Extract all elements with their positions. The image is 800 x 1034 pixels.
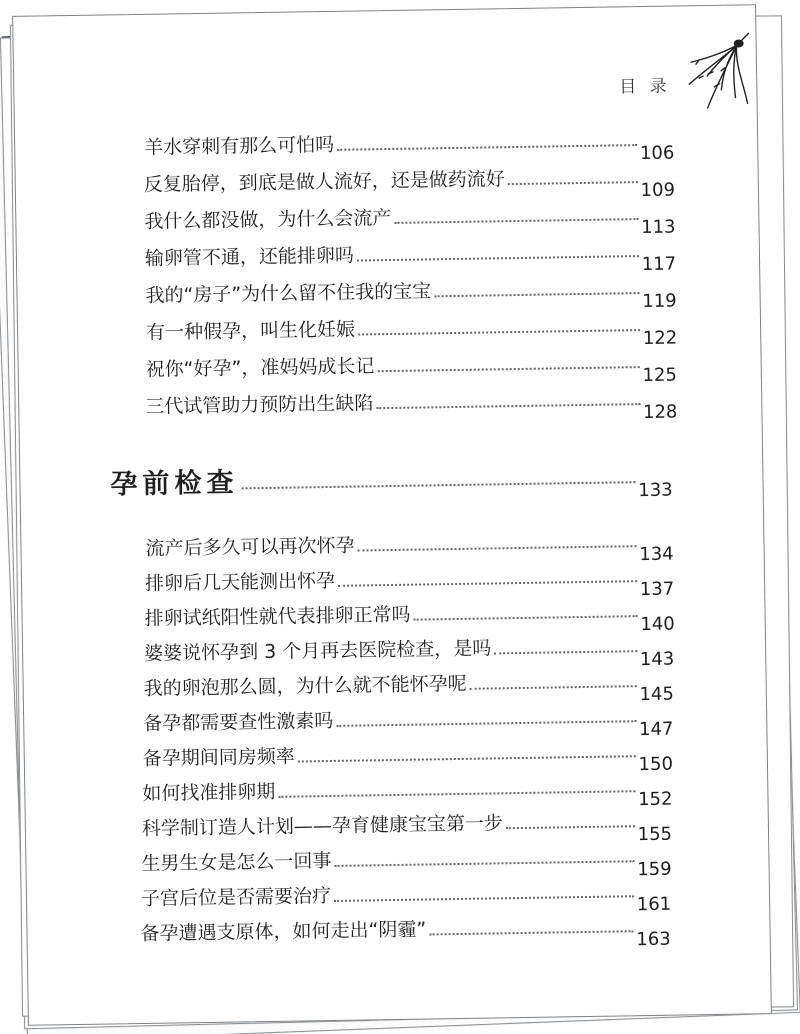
- toc-entry[interactable]: [145, 340, 678, 387]
- toc-entry-page: 106: [639, 142, 675, 165]
- toc-entry-page: 159: [637, 858, 672, 881]
- dot-leader: [336, 720, 636, 727]
- toc-entry-title: 羊水穿刺有那么可怕吗: [144, 133, 335, 159]
- toc-entry-title: 我的“房子”为什么留不住我的宝宝: [145, 280, 432, 307]
- dot-leader: [334, 895, 634, 902]
- toc-entry[interactable]: [145, 266, 677, 313]
- dot-leader: [376, 403, 640, 409]
- toc-entry-title: 输卵管不通，还能排卵吗: [144, 244, 355, 270]
- toc-entry-title: 有一种假孕，叫生化妊娠: [145, 318, 356, 344]
- dot-leader: [278, 790, 635, 798]
- toc-entry-page: 122: [642, 327, 678, 350]
- toc-entry-title: 备孕期间同房频率: [142, 745, 295, 770]
- dot-leader: [335, 860, 635, 867]
- toc-entry-page: 119: [642, 290, 677, 313]
- dot-leader: [494, 650, 636, 654]
- toc-entry-title: 科学制订造人计划——孕育健康宝宝第一步: [141, 812, 504, 840]
- toc-entry[interactable]: [144, 229, 677, 276]
- dot-leader: [377, 366, 639, 372]
- dot-leader: [394, 218, 638, 224]
- toc-entry-page: 117: [641, 253, 677, 276]
- dot-leader: [470, 685, 637, 690]
- toc-entry-page: 128: [642, 401, 678, 424]
- dot-leader: [434, 292, 639, 297]
- toc-entry[interactable]: [145, 377, 678, 424]
- toc-entry-title: 排卵后几天能测出怀孕: [144, 569, 336, 595]
- dot-leader: [358, 545, 637, 551]
- toc-entry-page: 143: [639, 648, 675, 671]
- toc-entry-page: 147: [638, 718, 674, 741]
- toc-entry-title: 生男生女是怎么一回事: [141, 849, 332, 875]
- toc-page: [12, 4, 772, 1026]
- dot-leader: [298, 755, 636, 762]
- toc-entry-title: 我什么都没做，为什么会流产: [144, 206, 392, 233]
- dot-leader: [414, 615, 638, 621]
- dot-leader: [429, 930, 633, 935]
- toc-entry-page: 163: [636, 928, 671, 951]
- dot-leader: [337, 144, 637, 151]
- toc-entry-page: 150: [638, 753, 674, 776]
- toc-entry-page: 134: [639, 543, 674, 566]
- toc-entry[interactable]: [143, 155, 676, 202]
- section-title: 孕前检查: [110, 467, 239, 501]
- toc-entry-title: 反复胎停，到底是做人流好，还是做药流好: [143, 168, 505, 196]
- toc-entry-page: 125: [642, 364, 678, 387]
- toc-entry-page: 109: [640, 179, 676, 202]
- toc-entry-page: 113: [640, 216, 676, 239]
- toc-entry-page: 152: [637, 788, 673, 811]
- toc-entry-title: 婆婆说怀孕到 3 个月再去医院检查，是吗: [143, 637, 492, 665]
- dot-leader: [506, 825, 635, 829]
- toc-entry-title: 子宫后位是否需要治疗: [140, 885, 332, 910]
- toc-entry[interactable]: [144, 118, 675, 165]
- toc-entry-page: 155: [637, 823, 673, 846]
- dot-leader: [357, 255, 639, 261]
- toc-entry-title: 如何找准排卵期: [142, 780, 276, 805]
- section-page: 133: [638, 479, 673, 502]
- running-head: 目 录: [619, 76, 671, 98]
- toc-entry-title: 备孕都需要查性激素吗: [143, 709, 334, 735]
- toc-entry-title: 祝你“好孕”，准妈妈成长记: [145, 355, 375, 381]
- dot-leader: [358, 329, 640, 335]
- dot-leader: [508, 181, 638, 185]
- toc-entry-title: 我的卵泡那么圆，为什么就不能怀孕呢: [143, 672, 467, 700]
- toc-entry-page: 140: [640, 613, 675, 636]
- toc-entry-title: 流产后多久可以再次怀孕: [145, 534, 355, 560]
- toc-entry-page: 145: [639, 683, 675, 706]
- toc-entry[interactable]: [144, 192, 676, 239]
- dot-leader: [338, 580, 637, 587]
- toc-entry-title: 三代试管助力预防出生缺陷: [145, 392, 374, 418]
- toc-entry[interactable]: [145, 303, 678, 350]
- toc-entry-page: 161: [636, 893, 672, 916]
- toc-entry-title: 排卵试纸阳性就代表排卵正常吗: [144, 603, 411, 630]
- toc-entry-page: 137: [639, 578, 675, 601]
- toc-section-heading[interactable]: [110, 449, 673, 502]
- table-of-contents: [13, 5, 771, 1025]
- toc-entry-title: 备孕遭遇支原体，如何走出“阴霾”: [140, 918, 427, 945]
- dot-leader: [242, 481, 636, 489]
